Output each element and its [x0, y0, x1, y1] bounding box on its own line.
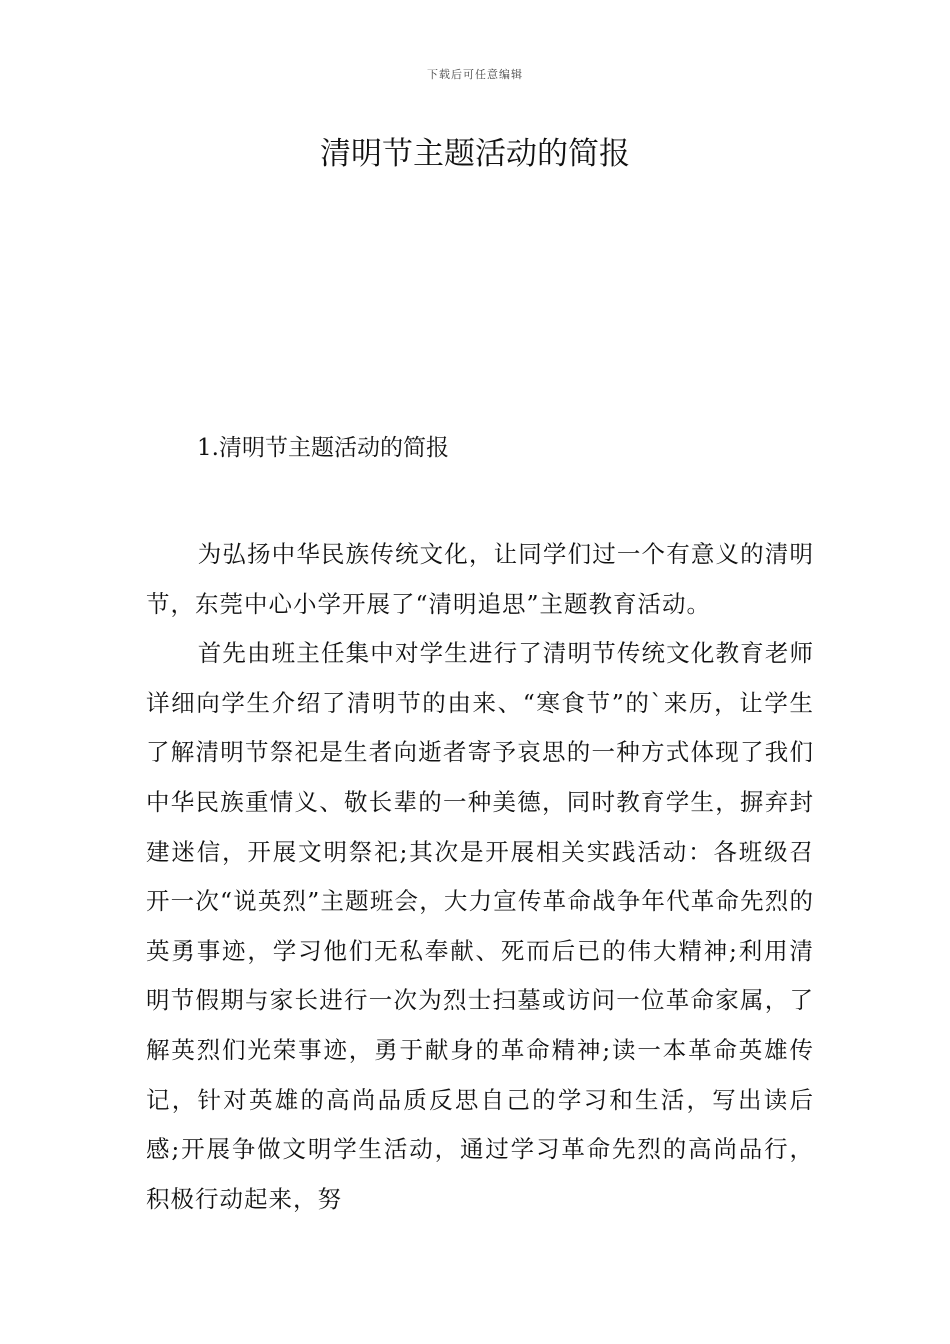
document-title: 清明节主题活动的简报 — [320, 136, 630, 172]
header-note: 下载后可任意编辑 — [427, 68, 523, 81]
document-body — [146, 530, 814, 1224]
paragraph-activities: 首先由班主任集中对学生进行了清明节传统文化教育老师详细向学生介绍了清明节的由来、“寒食节”的`来历，让学生了解清明节祭祀是生者向逝者寄予哀思的一种方式体现了我们中华民族重情义、敬长辈的一种美德，同时教育学生，摒弃封建迷信，开展文明祭祀;其次是开展相关实践活动：各班级召开一次“说英烈”主题班会，大力宣传革命战争年代革命先烈的英勇事迹，学习他们无私奉献、死而后已的伟大精神;利用清明节假期与家长进行一次为烈士扫墓或访问一位革命家属，了解英烈们光荣事迹，勇于献身的革命精神;读一本革命英雄传记，针对英雄的高尚品质反思自己的学习和生活，写出读后感;开展争做文明学生活动，通过学习革命先烈的高尚品行，积极行动起来，努 — [146, 639, 814, 1213]
paragraph-intro: 为弘扬中华民族传统文化，让同学们过一个有意义的清明节，东莞中心小学开展了“清明追思”主题教育活动。 — [146, 540, 814, 618]
section-heading: 1.清明节主题活动的简报 — [197, 435, 449, 461]
